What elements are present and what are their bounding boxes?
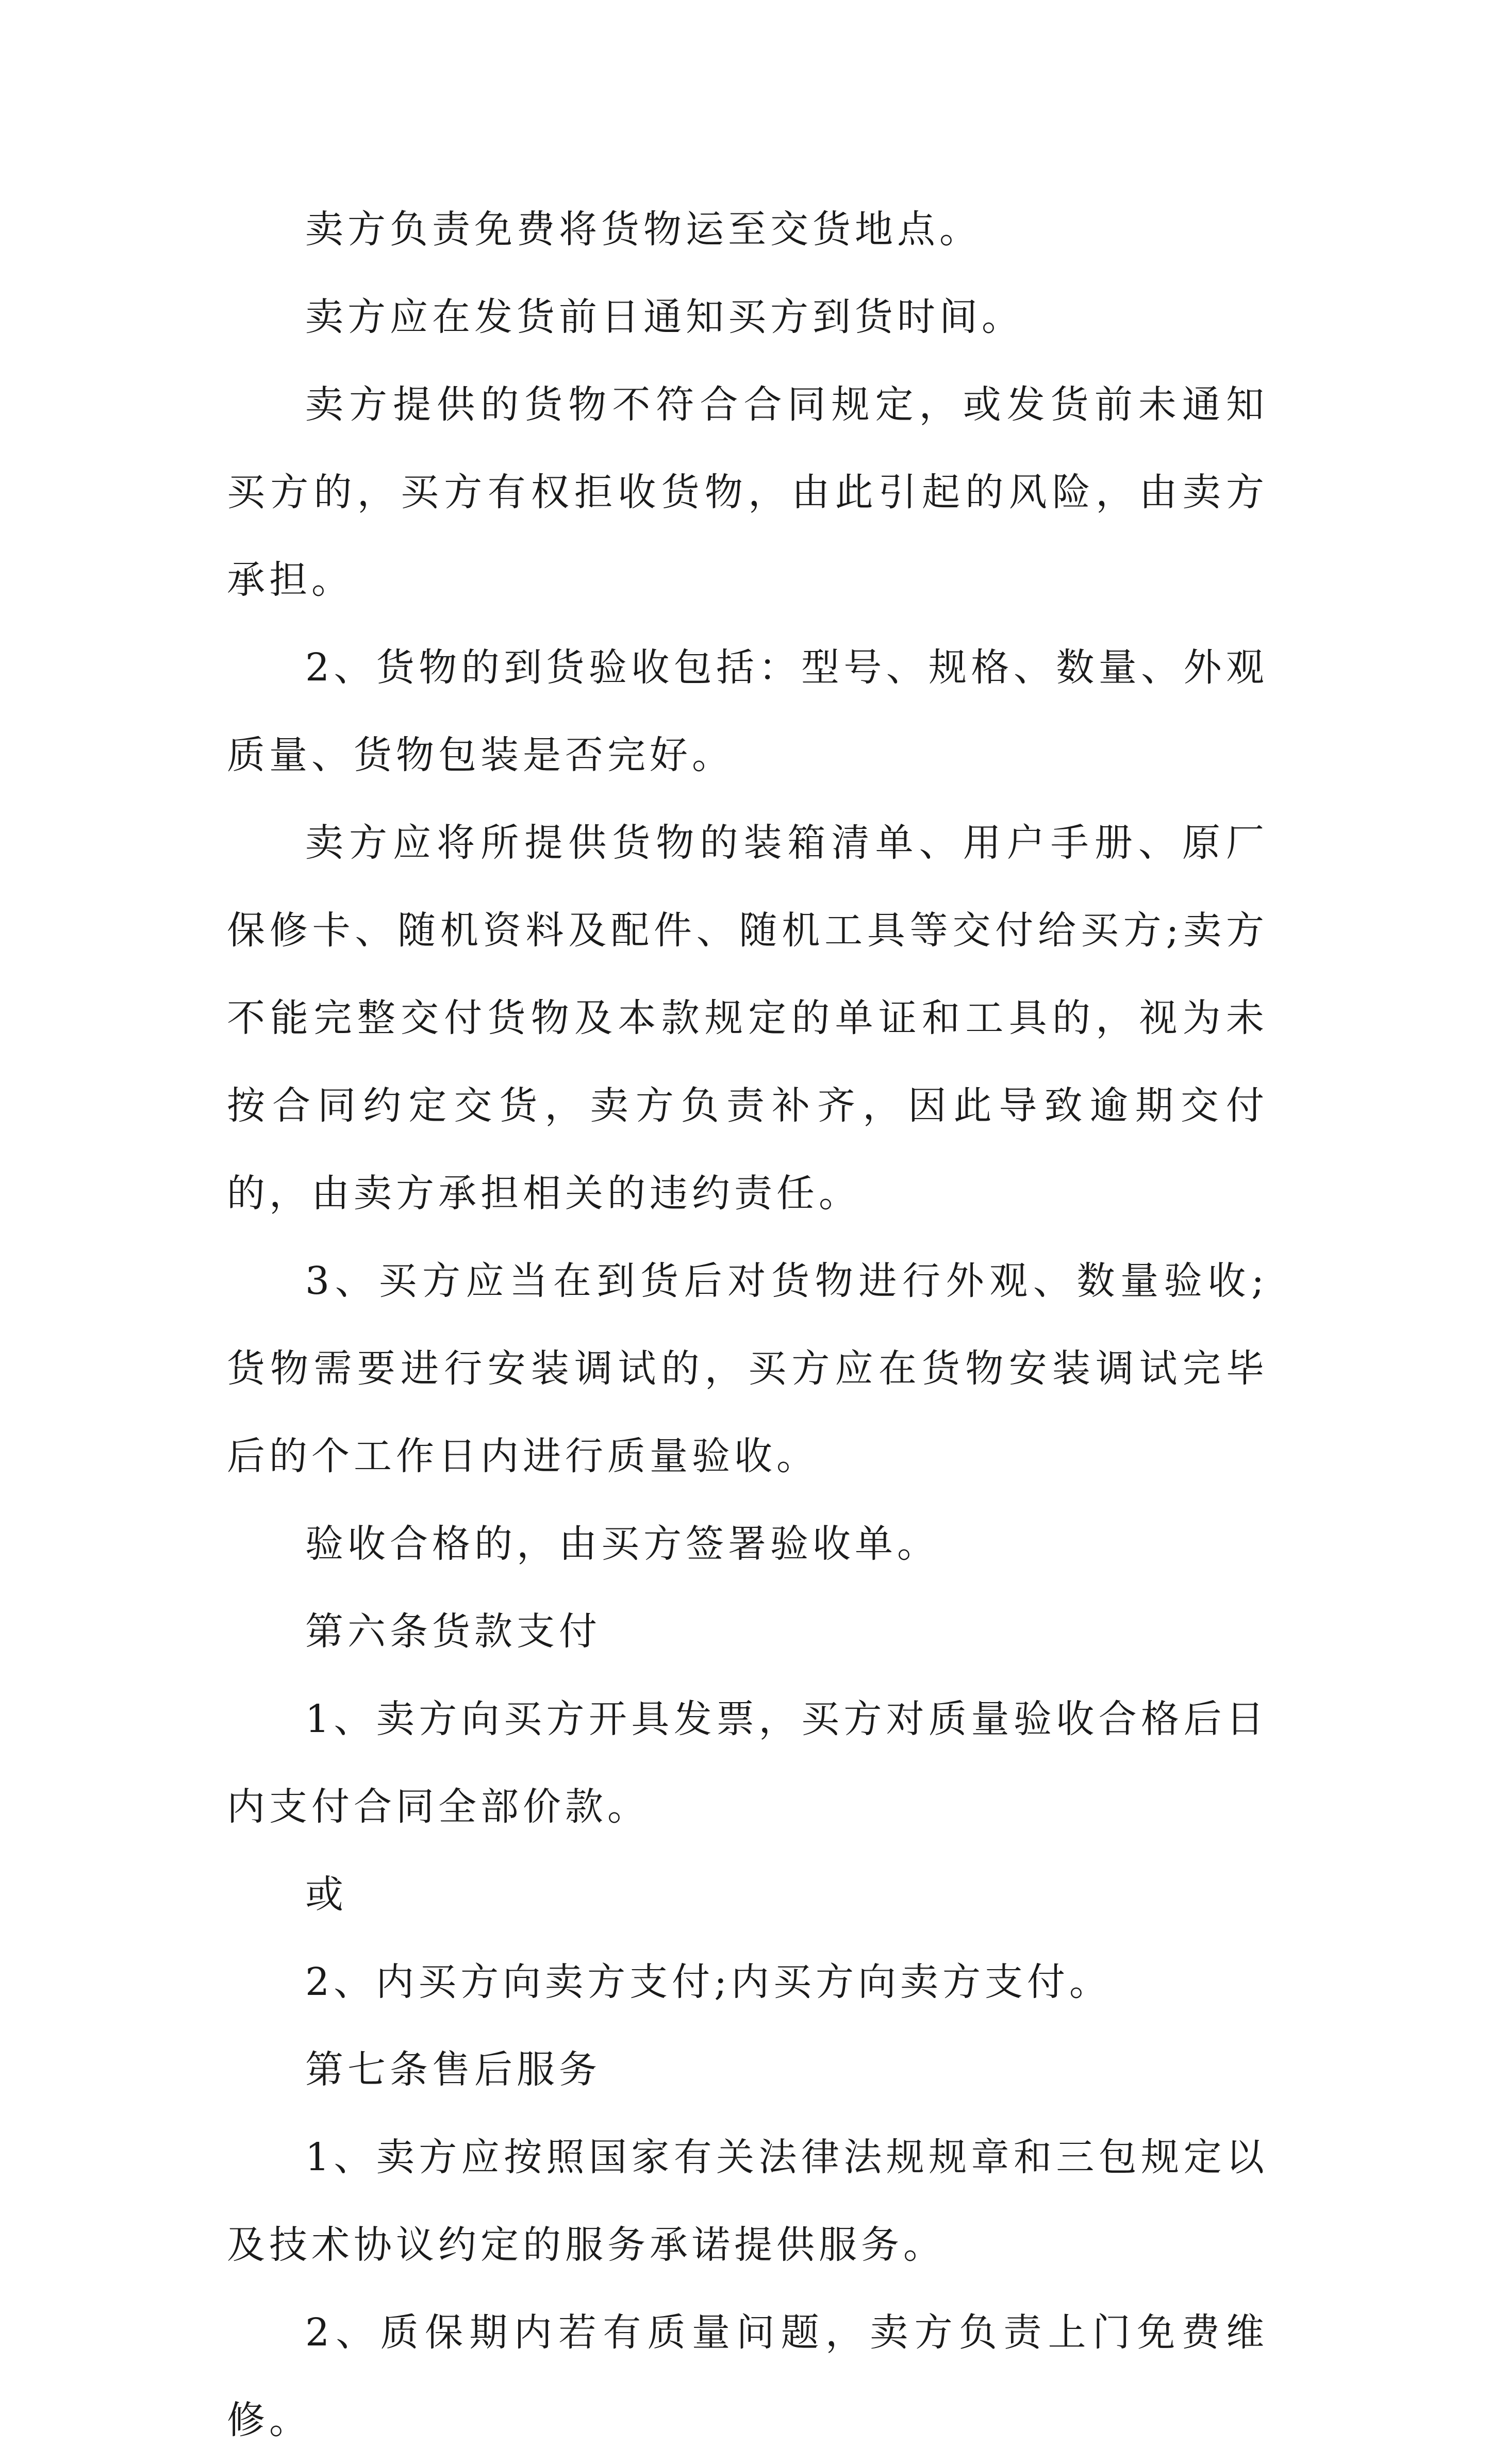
document-body: [227, 186, 1268, 2464]
section-heading-6: 第六条货款支付: [305, 1609, 601, 1654]
paragraph-6: 3、买方应当在到货后对货物进行外观、数量验收;货物需要进行安装调试的，买方应在货物安装调试完毕后的个工作日内进行质量验收。: [227, 1259, 1268, 1478]
paragraph-5: 卖方应将所提供货物的装箱清单、用户手册、原厂保修卡、随机资料及配件、随机工具等交付给买方;卖方不能完整交付货物及本款规定的单证和工具的，视为未按合同约定交货，卖方负责补齐，因此导致逾期交付的，由卖方承担相关的违约责任。: [227, 821, 1268, 1216]
section-heading-7: 第七条售后服务: [305, 2047, 601, 2092]
paragraph-11: 2、内买方向卖方支付;内买方向卖方支付。: [305, 1960, 1112, 2004]
paragraph-2: 卖方应在发货前日通知买方到货时间。: [305, 295, 1024, 339]
paragraph-7: 验收合格的，由买方签署验收单。: [305, 1522, 939, 1566]
paragraph-9: 1、卖方向买方开具发票，买方对质量验收合格后日内支付合同全部价款。: [227, 1697, 1268, 1829]
paragraph-3: 卖方提供的货物不符合合同规定，或发货前未通知买方的，买方有权拒收货物，由此引起的风险，由卖方承担。: [227, 382, 1268, 602]
paragraph-1: 卖方负责免费将货物运至交货地点。: [305, 207, 982, 252]
paragraph-4: 2、货物的到货验收包括：型号、规格、数量、外观质量、货物包装是否完好。: [227, 645, 1268, 777]
paragraph-10: 或: [305, 1872, 347, 1917]
paragraph-13: 1、卖方应按照国家有关法律法规规章和三包规定以及技术协议约定的服务承诺提供服务。: [227, 2135, 1268, 2267]
paragraph-14: 2、质保期内若有质量问题，卖方负责上门免费维修。: [227, 2310, 1268, 2442]
